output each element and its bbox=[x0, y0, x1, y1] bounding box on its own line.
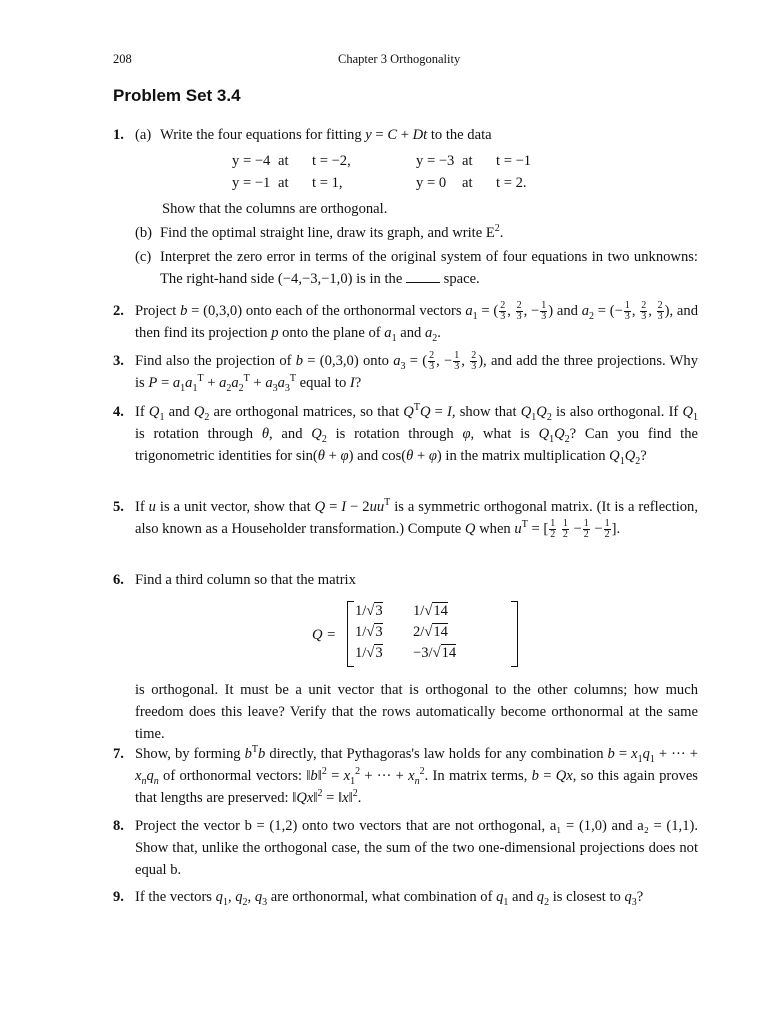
answer-blank bbox=[406, 270, 440, 283]
data-cell: at bbox=[278, 153, 289, 169]
section-title: Problem Set 3.4 bbox=[113, 86, 241, 105]
problem-6 bbox=[113, 569, 698, 745]
problem-number: 3. bbox=[113, 353, 124, 369]
problem-1-part-c bbox=[135, 246, 698, 290]
data-table bbox=[232, 150, 698, 194]
part-label: (a) bbox=[135, 127, 152, 143]
problem-number: 9. bbox=[113, 889, 124, 905]
problem-9 bbox=[113, 886, 698, 908]
data-cell: y = −3 bbox=[416, 153, 455, 169]
page-number: 208 bbox=[113, 52, 132, 66]
problem-number: 5. bbox=[113, 499, 124, 515]
problem-4 bbox=[113, 401, 698, 467]
running-head: Chapter 3 Orthogonality bbox=[338, 52, 461, 66]
problem-2 bbox=[113, 300, 698, 344]
data-cell: y = 0 bbox=[416, 175, 447, 191]
matrix-q bbox=[135, 595, 698, 675]
data-cell bbox=[380, 172, 416, 194]
data-cell bbox=[380, 150, 416, 172]
matrix-cell: 1/√3 bbox=[355, 603, 383, 619]
data-cell: at bbox=[278, 175, 289, 191]
part-label: (b) bbox=[135, 225, 153, 241]
part-text: Interpret the zero error in terms of the original system of four equations in two unknowns: The right-hand side (−4,−3,−1,0) is in the space. bbox=[160, 249, 698, 287]
matrix-label: Q = bbox=[312, 627, 337, 643]
matrix-right-bracket bbox=[511, 601, 518, 667]
part-b-text: Find the optimal straight line, draw its graph, and write E bbox=[160, 225, 495, 241]
problem-1-part-a bbox=[135, 124, 698, 146]
matrix-cell: 1/√3 bbox=[355, 645, 383, 661]
problem-1 bbox=[113, 124, 698, 290]
matrix-cell: 1/√14 bbox=[413, 603, 448, 619]
problem-1-part-b bbox=[135, 222, 698, 244]
problem-8 bbox=[113, 815, 698, 881]
part-text: Write the four equations for fitting y = C + Dt to the data bbox=[160, 127, 492, 143]
data-cell: y = −1 bbox=[232, 175, 271, 191]
problem-text: Find also the projection of b = (0,3,0) onto $a_3$ = ( $\frac{2}{3}$ , − $\frac{1}{3}$ , $\frac{2}{3}$ ), and add the three projections. Why is $P = a_1a_1^T + a_2a_2^T + a_3a_3^T$ equal to I? bbox=[135, 350, 699, 395]
problem-3 bbox=[113, 350, 698, 394]
problem-number: 6. bbox=[113, 572, 124, 588]
problem-text: If the vectors $q_1$, $q_2$, $q_3$ are orthonormal, what combination of $q_1$ and $q_2$ is closest to $q_3$? bbox=[135, 889, 644, 908]
problem-number: 7. bbox=[113, 746, 124, 762]
problem-text: If $Q_1$ and $Q_2$ are orthogonal matrices, so that $Q^TQ = I$, show that $Q_1Q_2$ is also orthogonal. If $Q_1$ is rotation through θ, and $Q_2$ is rotation through φ, what is $Q_1Q_2$? Can you find the trigonometric identities for sin(θ + φ) and cos(θ + φ) in the matrix multiplication $Q_1Q_2$? bbox=[135, 402, 698, 467]
problem-number: 2. bbox=[113, 303, 124, 319]
problem-text: Project b = (0,3,0) onto each of the orthonormal vectors $a_1$ = ( $\frac{2}{3}$ , $\frac{2}{3}$ , − $\frac{1}{3}$ ) and $a_2$ = (− $\frac{1}{3}$ , $\frac{2}{3}$ , $\frac{2}{3}$ ), and then find its projection p onto the plane of $a_1$ and $a_2$. bbox=[135, 300, 699, 345]
orthogonal-prompt: Show that the columns are orthogonal. bbox=[162, 201, 388, 217]
data-cell: t = 1, bbox=[312, 175, 343, 191]
matrix-left-bracket bbox=[347, 601, 354, 667]
problem-number: 8. bbox=[113, 818, 124, 834]
problem-text-continued: is orthogonal. It must be a unit vector that is orthogonal to the other columns; how much freedom does this leave? Verify that the rows automatically become orthonormal at the same time. bbox=[135, 682, 698, 742]
data-cell: y = −4 bbox=[232, 153, 271, 169]
data-cell: at bbox=[462, 175, 473, 191]
problem-5 bbox=[113, 496, 698, 540]
part-label: (c) bbox=[135, 249, 152, 265]
data-cell: t = −1 bbox=[496, 153, 532, 169]
matrix-cell: 1/√3 bbox=[355, 624, 383, 640]
problem-text: If u is a unit vector, show that $Q = I - 2uu^T$ is a symmetric orthogonal matrix. (It is a reflection, also known as a Householder transformation.) Compute Q when $u^T$ = [ $\frac{1}{2}$ $\frac{1}{2}$ − $\frac{1}{2}$ − $\frac{1}{2}$ ]. bbox=[135, 497, 698, 541]
matrix-cell: 2/√14 bbox=[413, 624, 448, 640]
problem-text: Project the vector b = (1,2) onto two vectors that are not orthogonal, a₁ = (1,0) and a₂ = (1,1). Show that, unlike the orthogonal case, the sum of the two one-dimensional projections does not equal b. bbox=[135, 818, 698, 878]
data-cell: t = −2, bbox=[312, 153, 351, 169]
matrix-entries bbox=[355, 601, 503, 664]
problem-text: Find a third column so that the matrix bbox=[135, 572, 356, 588]
matrix-cell: −3/√14 bbox=[413, 645, 457, 661]
problem-text: Show, by forming $b^Tb$ directly, that Pythagoras's law holds for any combination $b = x_1q_1$ + ··· + $x_nq_n$ of orthonormal vectors: ‖b‖$^2$ = $x_1^2$ + ··· + $x_n^2$. In matrix terms, b = Qx, so this again proves that lengths are preserved: ‖Qx‖$^2$ = ‖x‖$^2$. bbox=[135, 744, 698, 806]
problem-number: 1. bbox=[113, 127, 124, 143]
data-cell: t = 2. bbox=[496, 175, 527, 191]
data-cell: at bbox=[462, 153, 473, 169]
problem-number: 4. bbox=[113, 404, 124, 420]
part-text: Find the optimal straight line, draw its graph, and write $E^2$. bbox=[160, 223, 504, 241]
problem-7 bbox=[113, 743, 698, 809]
